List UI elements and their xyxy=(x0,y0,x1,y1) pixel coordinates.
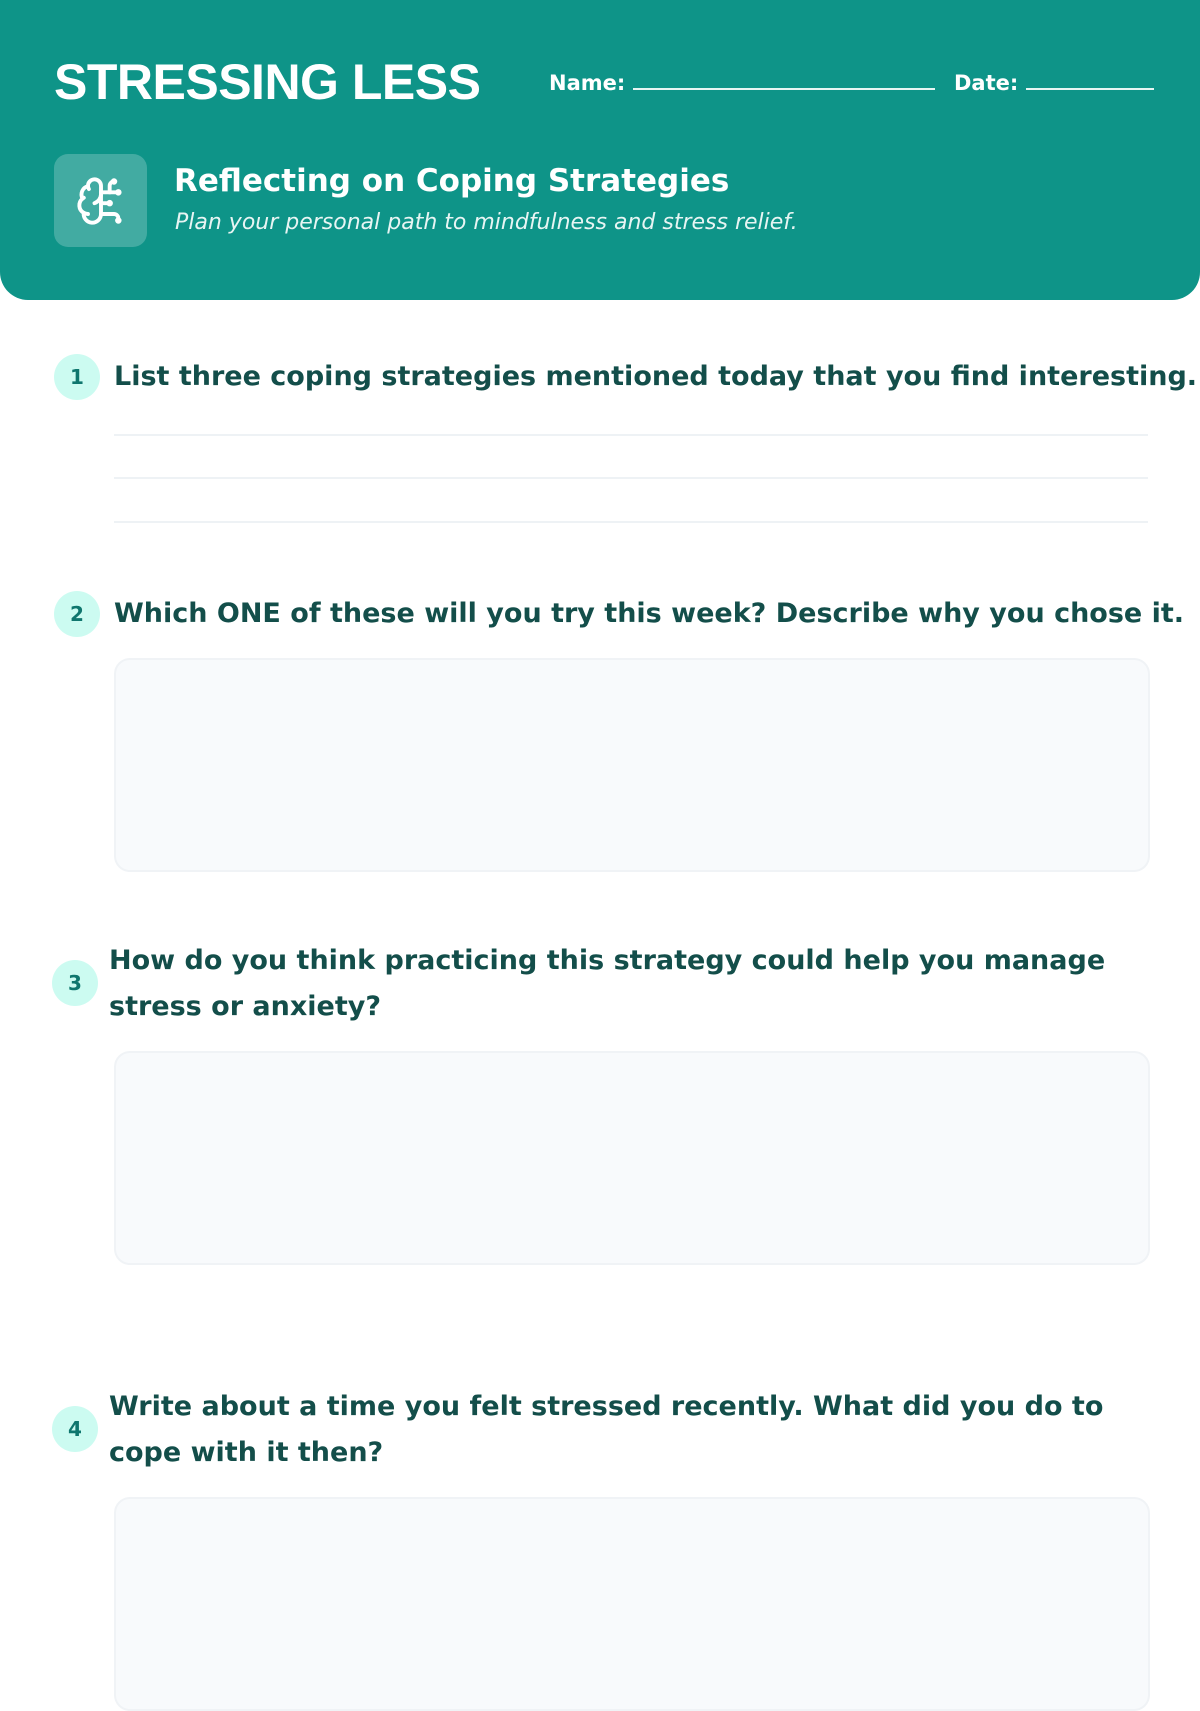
date-blank-line[interactable] xyxy=(1026,70,1154,90)
answer-line[interactable] xyxy=(114,477,1148,479)
answer-box[interactable] xyxy=(114,1051,1150,1265)
question-4-text: Write about a time you felt stressed recently. What did you do to cope with it then? xyxy=(109,1391,1104,1468)
brain-icon xyxy=(54,154,147,247)
name-label: Name: xyxy=(549,71,626,95)
date-label: Date: xyxy=(954,71,1019,95)
answer-line[interactable] xyxy=(114,521,1148,523)
question-number-badge: 4 xyxy=(52,1406,98,1452)
name-blank-line[interactable] xyxy=(633,70,935,90)
answer-line[interactable] xyxy=(114,434,1148,436)
answer-box[interactable] xyxy=(114,1497,1150,1711)
question-3-text: How do you think practicing this strategy could help you manage stress or anxiety? xyxy=(109,945,1106,1022)
question-number-badge: 2 xyxy=(54,591,100,637)
worksheet-tagline: Plan your personal path to mindfulness and stress relief. xyxy=(175,210,798,235)
name-field[interactable] xyxy=(549,70,935,96)
answer-box[interactable] xyxy=(114,658,1150,872)
worksheet-subtitle: Reflecting on Coping Strategies xyxy=(174,163,730,199)
question-1-text: List three coping strategies mentioned today that you find interesting. xyxy=(114,361,1198,392)
worksheet-header xyxy=(0,0,1200,300)
question-2-text: Which ONE of these will you try this week? Describe why you chose it. xyxy=(114,598,1185,629)
question-number-badge: 3 xyxy=(52,960,98,1006)
date-field[interactable] xyxy=(954,70,1154,96)
question-number-badge: 1 xyxy=(54,354,100,400)
worksheet-title: STRESSING LESS xyxy=(54,54,481,110)
